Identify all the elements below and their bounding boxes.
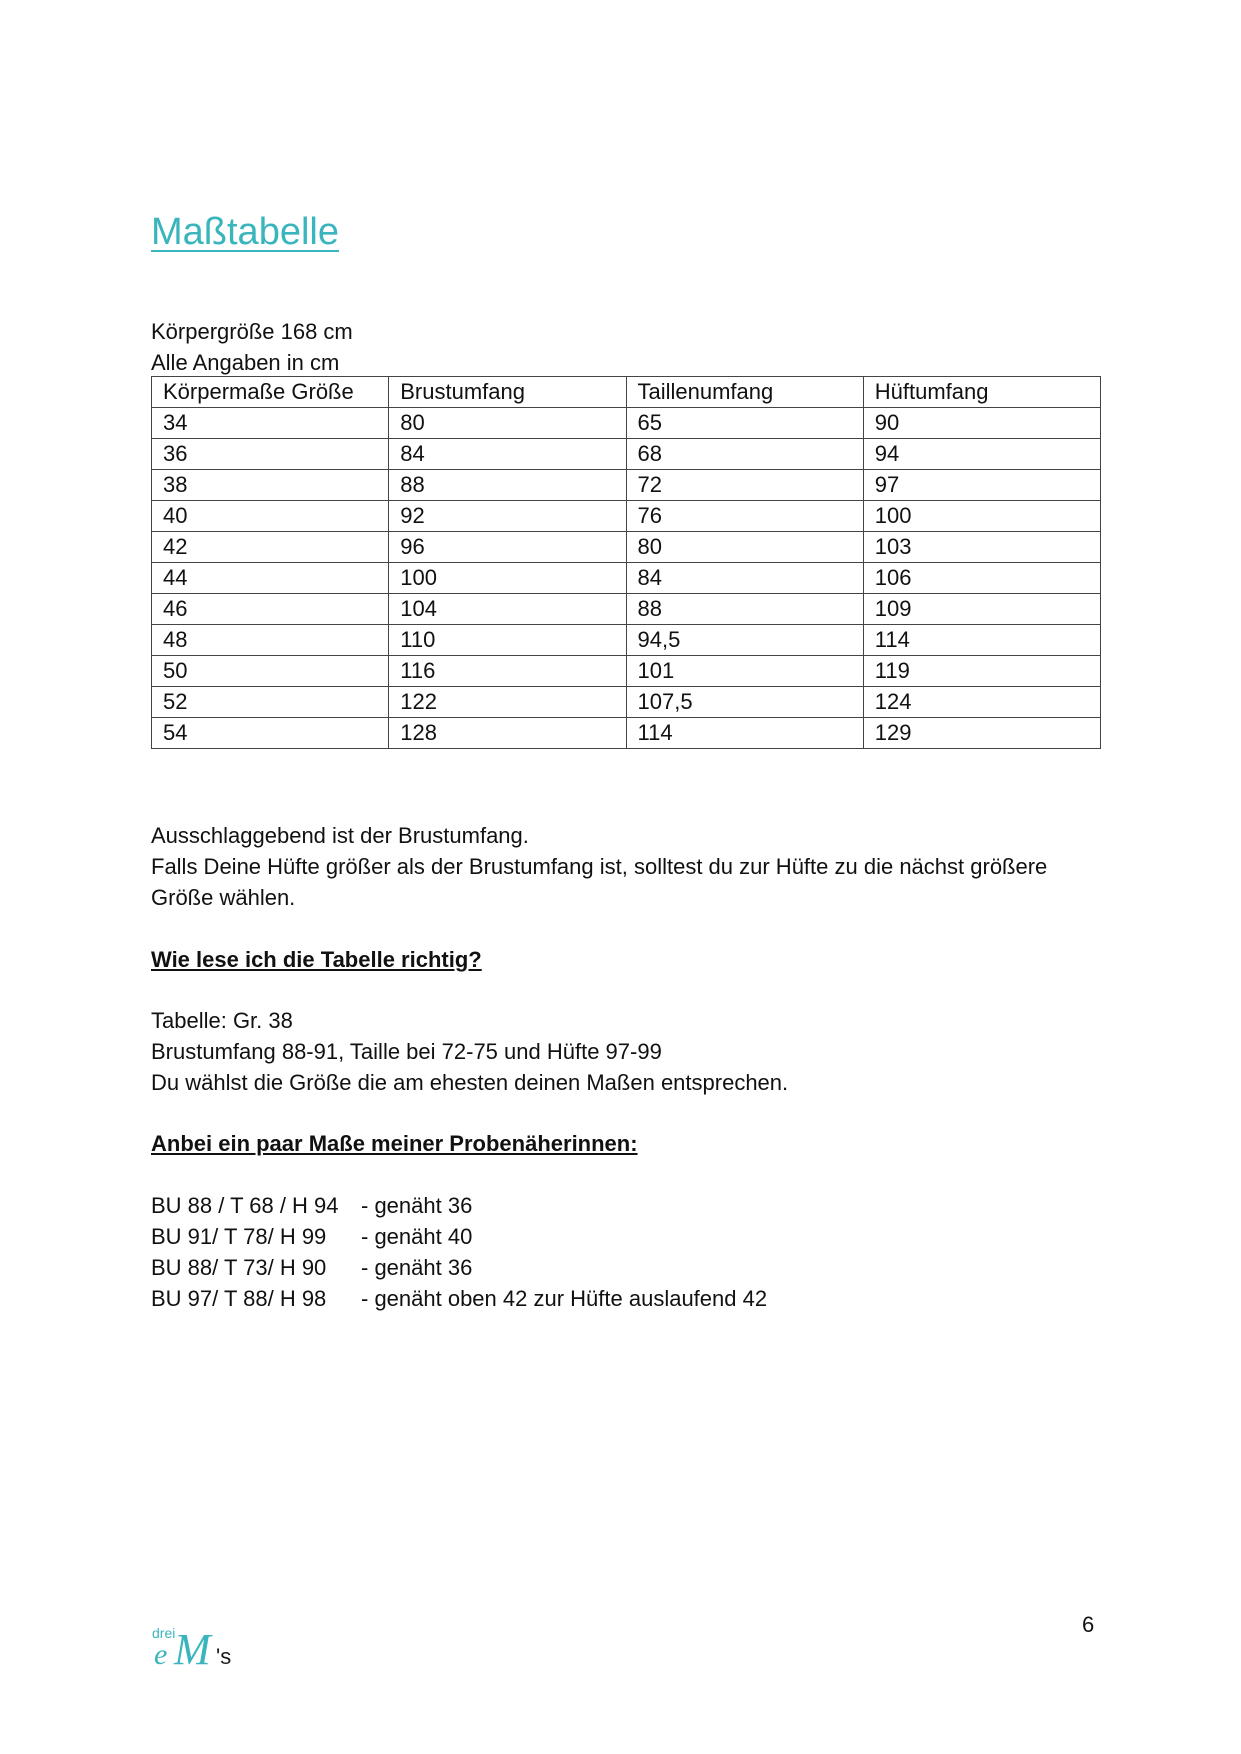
cell-waist: 84 [626,563,863,594]
table-row [152,687,1101,718]
example-line: Du wählst die Größe die am ehesten deinen Maßen entsprechen. [151,1070,789,1095]
how-to-read-example [151,1005,788,1098]
list-item [151,1283,767,1314]
cell-waist: 114 [626,718,863,749]
cell-size: 52 [152,687,389,718]
intro-block [151,316,353,378]
cell-hip: 109 [863,594,1100,625]
tester-measures: BU 88/ T 73/ H 90 [151,1255,327,1280]
header-waist: Taillenumfang [626,377,863,408]
cell-waist: 101 [626,656,863,687]
table-row [152,532,1101,563]
note-bust-decisive: Ausschlaggebend ist der Brustumfang. [151,823,529,848]
cell-hip: 100 [863,501,1100,532]
tester-result: - genäht 36 [361,1193,473,1218]
brand-logo [150,1620,240,1680]
table-row [152,563,1101,594]
page-number: 6 [1082,1612,1095,1637]
logo-text-drei: drei [152,1625,176,1641]
testers-heading: Anbei ein paar Maße meiner Probenäherinnen: [151,1131,638,1156]
units-line: Alle Angaben in cm [151,350,340,375]
cell-bust: 122 [389,687,626,718]
table-row [152,439,1101,470]
cell-bust: 116 [389,656,626,687]
testers-list [151,1190,767,1314]
cell-hip: 129 [863,718,1100,749]
table-row [152,625,1101,656]
cell-bust: 100 [389,563,626,594]
cell-size: 38 [152,470,389,501]
example-line: Tabelle: Gr. 38 [151,1008,293,1033]
list-item [151,1221,767,1252]
cell-waist: 76 [626,501,863,532]
cell-hip: 97 [863,470,1100,501]
tester-measures: BU 97/ T 88/ H 98 [151,1286,327,1311]
cell-size: 54 [152,718,389,749]
cell-bust: 104 [389,594,626,625]
cell-hip: 103 [863,532,1100,563]
cell-size: 46 [152,594,389,625]
table-row [152,501,1101,532]
example-line: Brustumfang 88-91, Taille bei 72-75 und Hüfte 97-99 [151,1039,662,1064]
cell-bust: 80 [389,408,626,439]
cell-size: 50 [152,656,389,687]
cell-hip: 106 [863,563,1100,594]
table-row [152,594,1101,625]
cell-waist: 72 [626,470,863,501]
tester-measures: BU 91/ T 78/ H 99 [151,1224,327,1249]
table-row [152,408,1101,439]
cell-waist: 107,5 [626,687,863,718]
cell-waist: 65 [626,408,863,439]
cell-bust: 84 [389,439,626,470]
cell-size: 42 [152,532,389,563]
body-height-line: Körpergröße 168 cm [151,319,353,344]
cell-hip: 124 [863,687,1100,718]
logo-letter-m: M [174,1625,211,1674]
list-item [151,1190,767,1221]
tester-measures: BU 88 / T 68 / H 94 [151,1193,339,1218]
logo-letter-s: 's [216,1644,232,1669]
cell-hip: 119 [863,656,1100,687]
cell-size: 40 [152,501,389,532]
cell-bust: 128 [389,718,626,749]
size-table [151,376,1101,749]
tester-result: - genäht 36 [361,1255,473,1280]
tester-result: - genäht 40 [361,1224,473,1249]
table-row [152,656,1101,687]
logo-letter-e: e [154,1638,168,1671]
cell-size: 34 [152,408,389,439]
list-item [151,1252,767,1283]
tester-result: - genäht oben 42 zur Hüfte auslaufend 42 [361,1286,768,1311]
how-to-read-heading: Wie lese ich die Tabelle richtig? [151,947,482,972]
header-hip: Hüftumfang [863,377,1100,408]
cell-waist: 94,5 [626,625,863,656]
table-row [152,718,1101,749]
cell-hip: 114 [863,625,1100,656]
cell-bust: 92 [389,501,626,532]
note-hip-larger: Falls Deine Hüfte größer als der Brustumfang ist, solltest du zur Hüfte zu die nächst größere Größe wählen. [151,854,1048,910]
cell-waist: 68 [626,439,863,470]
cell-waist: 80 [626,532,863,563]
page-title: Maßtabelle [151,211,339,253]
cell-hip: 94 [863,439,1100,470]
cell-waist: 88 [626,594,863,625]
cell-size: 36 [152,439,389,470]
cell-bust: 96 [389,532,626,563]
header-size: Körpermaße Größe [152,377,389,408]
table-header-row [152,377,1101,408]
table-row [152,470,1101,501]
cell-bust: 88 [389,470,626,501]
cell-size: 48 [152,625,389,656]
header-bust: Brustumfang [389,377,626,408]
cell-size: 44 [152,563,389,594]
cell-hip: 90 [863,408,1100,439]
sizing-notes [151,820,1111,913]
cell-bust: 110 [389,625,626,656]
